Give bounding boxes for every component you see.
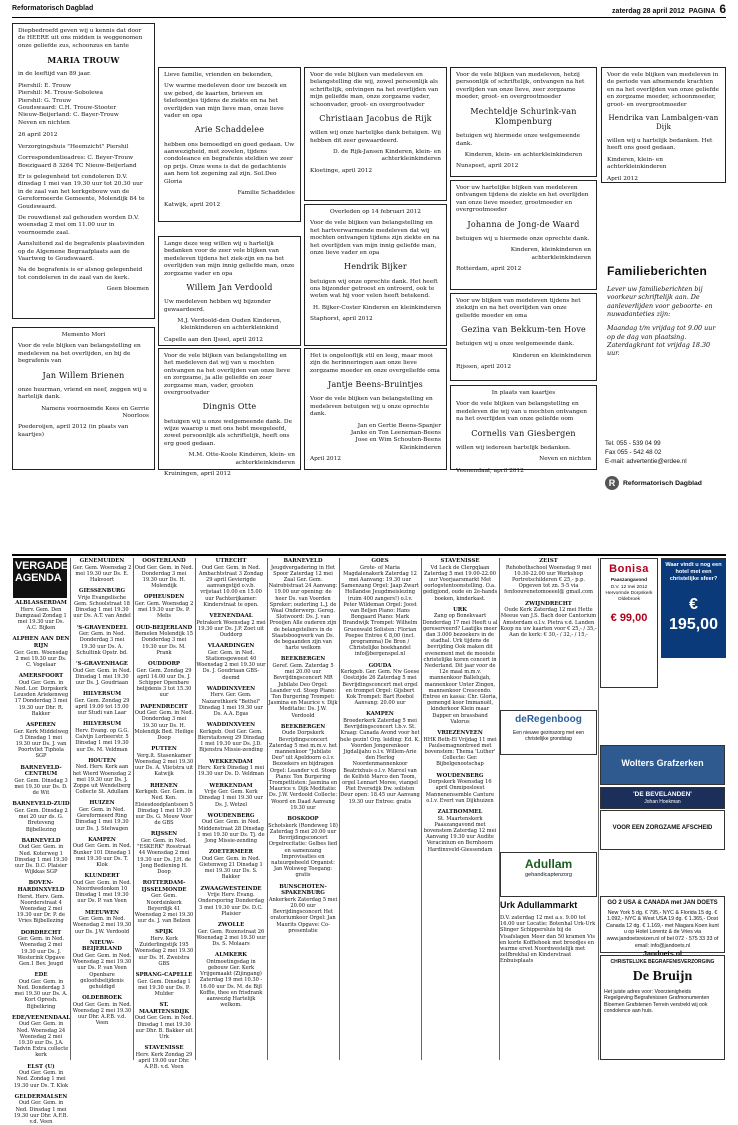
thanks-schurink: Voor de vele blijken van medeleven, hetzij persoonlijk of schriftelijk, ontvangen na het overlijden van onze lieve, zeer zorgzame moeder, groot- en overgrootmoeder Mechteldje Schurink-van Klompenburg betuigen wij hiermede onze welgemeende dank. Kinderen, klein- en achterkleinkinderen Nunspeet, april 2012 [450, 67, 597, 177]
thanks-van-giesbergen: In plaats van kaartjes Voor de vele blijken van belangstelling en medeleven die wij van u mochten ontvangen na het overlijden van onze geliefde oom Cornelis van Giesbergen willen wij iedereen hartelijk bedanken. Neven en nichten Veenendaal, april 2012 [450, 385, 597, 470]
agenda-entry [12, 600, 70, 631]
agenda-details: Ger. Gem. Woensdag 2 mei 19.30 uur Ds. P. Melis [134, 601, 194, 620]
agenda-entry [340, 711, 420, 804]
agenda-place: RIJSSEN [150, 831, 178, 838]
agenda-col-8 [500, 558, 597, 708]
agenda-place: AMERSFOORT [18, 673, 64, 680]
agenda-place: WOUDENBERG [436, 772, 484, 779]
agenda-entry [134, 929, 194, 967]
agenda-entry [72, 758, 132, 796]
agenda-place: BARNEVELD [283, 558, 323, 564]
agenda-entry [422, 773, 498, 804]
agenda-entry [72, 588, 132, 619]
agenda-details: Herv. Kerk Zondag 29 april 19.00 uur Dhr. A.P.B. v.d. Veen [135, 1051, 193, 1071]
agenda-place: OLDEBROEK [82, 995, 122, 1002]
agenda-details: Rehobothschool Woensdag 9 mei 10.30-22.00 uur Workshop Portretschilderen € 25,- p.p. Opgeven tot zn. 5-5 via fenfoouvenetomoeeel@ gmail.com [504, 564, 593, 596]
agenda-details: Ger. Gem. in Ned. Woensdag 2 mei 19.30 uur Ds. J. Westerink Opgave Gen.1 Bev. Jeugd [17, 936, 65, 968]
agenda-details: Oud Ger. Gem. in Ned. Donderdag 3 mei 19.30 uur Ds. H. Molendijk [134, 564, 194, 590]
contact-email[interactable]: E-mail: advertentie@erdee.nl [605, 457, 687, 465]
agenda-details: Ger. Gem. in Ned. Woensdag 2 mei 19.30 uur Ds. J.W. Verdoold [72, 916, 132, 935]
rd-logo: R Reformatorisch Dagblad [605, 476, 726, 490]
agenda-entry [196, 558, 266, 608]
agenda-place: ZWOLLE [217, 922, 245, 929]
agenda-entry [268, 558, 338, 651]
agenda-place: KAMPEN [88, 836, 116, 843]
agenda-entry [340, 663, 420, 707]
ad-bevelanden[interactable]: 'DE BEVELANDEN' Johan Hoekman [600, 787, 725, 809]
agenda-details: Oud Ger. Gem. in Ned. Donderdag 3 mei 19.30 uur Ds. A. Kort Opresh. Bijbelkring [14, 978, 68, 1010]
agenda-title: VERGADER- AGENDA [13, 558, 67, 598]
agenda-entry [72, 940, 132, 990]
agenda-details: Petrakerk Woensdag 2 mei 19.30 uur Ds. J.P. Zoet uit Ouddorp [196, 619, 266, 639]
agenda-place: EDE [34, 972, 48, 979]
agenda-entry [134, 661, 194, 699]
agenda-place: HILVERSUM [82, 721, 122, 728]
agenda-details: Herst. Herv. Gem. Noorderstraat 4 Woensdag 2 mei 19.30 uur Dr. P. de Vries Bijbellezing [17, 893, 65, 925]
thanks-bijker: Overleden op 14 februari 2012 Voor de vele blijken van belangstelling en het hartverwarmende medeleven dat wij mochten ontvangen tijdens zijn ziekte en na het overlijden van mijn innig geliefde man, onze lieve vader en opa Hendrik Bijker betuigen wij onze oprechte dank. Het heeft ons bijzonder getroost en ontroerd, ook te weten wat hij voor velen heeft betekend. H. Bijker-Coster Kinderen en kleinkinderen Staphorst, april 2012 [304, 204, 447, 346]
agenda-place: ZEIST [539, 558, 558, 564]
agenda-details: Kerkgeb. Ger. Gem. Nw Goese Oostzijde 26 Zaterdag 5 mei Bevrijdingsconcert met orgel en trompet Orgel: Gijsbert Kok Trompet: Bart Roebol Aanvang: 20.00 uur [340, 669, 420, 707]
agenda-place: 'S-GRAVENDEEL [76, 624, 128, 631]
agenda-place: OOSTERLAND [142, 558, 186, 564]
agenda-entry [196, 886, 266, 917]
agenda-details: Oude Dorpskerk Bevrijdingsconcert Zaterdag 5 mei m.m.v. het mannenkoor "Jubilate Deo" uit Apeldoorn o.l.v. Bezoekers en bijdragen Orgel: Leander v.d. Stoep Piano: Ton Burgering Trompettisten: Jasmina en Maurice v. Dijk Meditatie: Ds. J.W. Verdoold Collecte: Woord en Daad Aanvang 19.30 uur [268, 730, 338, 811]
agenda-place: ZOETERMEER [208, 849, 253, 856]
agenda-details: Ger. Gem. Dinsdag 1 mei 19.30 uur Ds. P. Mulder [137, 978, 191, 998]
agenda-details: Oud Ger. Gem. in Ned. Middenstraat 28 Dinsdag 1 mei 19.30 uur Ds. Tj. de Jong Missie-zending [197, 819, 265, 845]
agenda-entry [196, 952, 266, 1008]
agenda-entry [72, 873, 132, 904]
ad-go2usa[interactable]: GO 2 USA & CANADA met JAN DOETS New York 5 dg. € 795,- NYC & Florida 15 dg. € 1.092,- NYC & West USA 19 dg. € 1.365,- Oost Canada 12 dg. € 1.169,- met Niagara Koen kunt u op Hotel Lorentz & de Vries via www.jandoetsreizen.nl of bel 072 - 575 33 33 of email: info@jandoets.nl Jandoets.nl [600, 896, 725, 953]
agenda-details: Ontmoetingsdag in gebouw Ger. Kerk Vrijgemaakt (Zijingang) Zaterdag 19 mei 10.30 - 16.00 uur Ds. M. de Bijl Koffie, thee en frisdrank aanwezig Hartelijk welkom. [199, 958, 263, 1009]
agenda-place: WERKENDAM [209, 782, 253, 789]
agenda-place: SPIJK [155, 929, 173, 936]
agenda-details: Oud Ger. Gem. in Ned. Dinsdag 1 mei 19.30 uur Dhr. B. Bakker uit Urk [134, 1015, 194, 1041]
agenda-entry [500, 601, 597, 639]
agenda-entry [72, 558, 132, 583]
agenda-entry [72, 661, 132, 686]
agenda-entry [196, 722, 266, 753]
agenda-details: Grote- of Maria Magdalenakerk Zaterdag 12 mei Aanvang: 19.30 uur Samenzang Orgel: Jaap Zwart Hollandse Jeugdmeislezing (ruim 400 zangers!) o.l.v. Peter Wildeman Orgel: Joost van Beljen Piano: Hans Bongaard Piano: Mark Brandwijk Trompet: Wilhelm Gruenwald Solisten: Florian Poepse Entree € 8,00 (incl. programma) De Bron / Christelijke boekhandel info@bergenspel.nl [341, 564, 419, 658]
agenda-place: BUNSCHOTEN-SPAKENBURG [279, 883, 327, 897]
agenda-place: BARNEVELD-ZUID [12, 801, 70, 808]
agenda-details: Herv. Kerk Zuiderlingstijk 195 Woensdag 2 mei 19.30 uur Ds. H. Zweistra GBS [134, 936, 194, 967]
agenda-entry [12, 765, 70, 797]
agenda-place: STAVENISSE [144, 1045, 184, 1052]
agenda-place: STAVENISSE [440, 558, 480, 564]
agenda-entry [72, 910, 132, 935]
agenda-entry [72, 691, 132, 716]
agenda-details: Herv. Evang. op G.G. Calvijn Lorbeerstr. 5 Dinsdag 1 mei 19.30 uur Ds. M. Veldman [75, 728, 129, 753]
agenda-place: VLAARDINGEN [207, 643, 255, 650]
agenda-place: GOUDA [368, 662, 392, 669]
agenda-place: ST. MAARTENSDIJK [138, 1002, 190, 1015]
thanks-brienen: Memento Mori Voor de vele blijken van belangstelling en medeleven na het overlijden, en bij de begrafenis van Jan Willem Brienen onze huurman, vriend en neef, zeggen wij u hartelijk dank. Namens voornoemde Kees en Gerrie Noorloos Poederoijen, april 2012 (in plaats van kaartjes) [12, 327, 155, 470]
page-date: zaterdag 28 april 2012 PAGINA 6 [612, 2, 726, 16]
familieberichten-title: Familieberichten [607, 264, 708, 278]
agenda-place: VRIEZENVEEN [437, 730, 483, 737]
agenda-col-3 [134, 558, 194, 1071]
agenda-entry [134, 558, 194, 589]
agenda-details: Oud Ger. Gem. in Ned. Gietenweg 21 Dinsdag 1 mei 19.30 uur Ds. S. Bakker [199, 855, 263, 881]
family-member: Piershil: E. Trouw [18, 82, 71, 89]
agenda-col-4 [196, 558, 266, 1060]
ad-adullam[interactable]: Adullam gehandicaptenzorg [500, 852, 597, 897]
family-member: Jose en Wim Schouten-Beens [355, 437, 441, 444]
agenda-entry [422, 809, 498, 853]
agenda-details: Ger. Gem. Zondag 29 april 14.00 uur Ds. J. Schipper Openbare belijdenis 3 tot 15.30 uur [136, 667, 192, 699]
agenda-entry [72, 721, 132, 752]
agenda-details: Oud Ger. Gem. in Ned. Woensdag 2 mei 19.30 uur Ds. P. van Veen Openbare geloofsbelijdenis gehuldigd [72, 953, 132, 991]
agenda-entry [72, 625, 132, 656]
agenda-entry [268, 884, 338, 934]
agenda-details: Ned. Herv. Kerk aan het Wierd Woensdag 2 mei 19.30 uur Ds. J. Zoppe uit Wendelberg Collecte St. Adullam [72, 764, 132, 796]
page-header [12, 4, 726, 18]
agenda-entry [340, 558, 420, 658]
agenda-place: ALBLASSERDAM [15, 600, 67, 606]
agenda-place: UTRECHT [215, 558, 247, 564]
agenda-entry [12, 722, 70, 760]
agenda-details: Ger. Gem. Woensdag 2 mei 19.30 uur Ds. E. Hakvoort [72, 564, 132, 583]
agenda-entry [12, 1064, 70, 1089]
agenda-details: Dorpskerk Woensdag 16 april Onmiposloest Mannenensemble Canture o.l.v. Evert van Dijkhuizen [425, 779, 495, 804]
family-member: Janke en Ton Leeneman-Beens [350, 430, 441, 437]
agenda-entry [12, 838, 70, 876]
agenda-details: Vrije Evangelische Gem. Schoolstraat 18 Dinsdag 1 mei 19.30 uur Ds. A.T. van Andel [73, 594, 131, 620]
family-member: Neven en nichten [18, 119, 70, 126]
thanks-beens: Het is ongelooflijk stil en leeg, maar mooi zijn de herinneringen aan onze lieve zorgzame moeder en onze overgeliefde oma Jantje Beens-Bruintjes Voor de vele blijken van belangstelling en medeleven betuigen wij u onze oprechte dank. Jan en Gertie Beens-Spanjer Janke en Ton Leeneman-Beens Jose en Wim Schouten-Beens Kleinkinderen April 2012 [304, 348, 447, 470]
agenda-place: GOES [371, 558, 389, 564]
agenda-place: ZWAAGWESTEINDE [200, 885, 262, 892]
agenda-details: Ger. Kerk Middelweg 5 Dinsdag 1 mei 19.30 uur Ds. J. van Poortvliet Tiphola SGP [13, 728, 69, 760]
agenda-details: Ger. Gem. in Ned. Gereformeerd Ring Dinsdag 1 mei 19.30 uur Ds. J. Stelwagen [75, 807, 129, 832]
agenda-details: Ger. Gem. Woensdag 2 mei 19.30 uur Ds. C. Vogelaar [14, 649, 68, 668]
agenda-entry [196, 613, 266, 638]
agenda-details: HHK Beth-El Vrijdag 11 mei Paulsemagnontreed met bovenstem: Thema 'Luther' Collecte: Ger. Bijbelgenootschap [423, 736, 497, 768]
agenda-details: Jeugdvergadering in Het Spoor Zaterdag 12 mei Zaal Ger. Gem. Nairobistraat 24 Aanvang: 19.00 uur opening: de heer Ds. van Voorden Spreker: ouderling L.J. de Waal Onderwerp: Gereg. Slotwoord: Ds. J. van Prooijen Alle ouderen zijn de belangstellers in de Staatsboogwerk van Ds. de begaanden zijn van harte welkom [268, 564, 338, 652]
agenda-place: ELST (U) [27, 1063, 55, 1070]
agenda-place: ALPHEN AAN DEN RIJN [12, 636, 70, 649]
agenda-details: Kerkgeb. Oud Ger. Gem. Bierstaitsweg 29 Dinsdag 1 mei 19.30 uur Ds. J.D. Bijenstra Missie-zending [197, 728, 265, 754]
agenda-details: Herv. Ger. Gem. Nazarethkerk "Bethel" Dinsdag 1 mei 19.30 uur Ds. A.A. Egas [199, 692, 263, 718]
agenda-entry [196, 813, 266, 844]
agenda-details: Oud Ger. Gem. in Ned. Woensdag 24 Woensdag 2 mei 19.30 uur Ds. J.A. Tadvin Extra collecte kerk [13, 1021, 69, 1059]
agenda-col-2 [72, 558, 132, 1060]
agenda-place: GENEMUIDEN [79, 558, 125, 564]
agenda-details: Schotskerk (Rondeweg 18) Zaterdag 5 mei 20.00 uur Bevrijdingsconcert Orgelrecitatie: Gelbes lied en samenzang Improvisaties en natuurgebeeld Organist: Jan Wolsweg Toegang: gratis [268, 822, 338, 879]
ad-urk-adullammarkt: Urk Adullammarkt D.V. zaterdag 12 mei a.s. 9.00 tot 16.00 uur Locatie: Botenhal Urk-Urk Slinger Schippersluis bij de Visafslagen Meer dan 50 kramen Vis en korte Koffiehoek met broodjes en warme ervet Noordwestelijk met zelfbrekhal en Kinderstraat Enbuisplaats [500, 900, 596, 965]
agenda-place: GIESSENBURG [78, 588, 126, 595]
agenda-entry [422, 558, 498, 602]
agenda-entry [72, 837, 132, 868]
agenda-details: Verg.lt. Stasenkamer Woensdag 2 mei 19.30 uur Ds. A. Vlietstra uit Katwijk [134, 752, 194, 778]
agenda-details: Ger. Gem. Dinsdag 2 mei 20 uur ds. G. Breteveng Bijbellezing [14, 808, 68, 833]
agenda-place: HOUTEN [88, 757, 116, 764]
agenda-place: RHENEN [150, 782, 178, 789]
agenda-details: Ger. Gem. in Ned. Stationsgeweest 40 Woensdag 2 mei 19.30 uur Ds. J. Goudriaan GBS-deemd [196, 649, 266, 681]
agenda-place: ALMKERK [215, 952, 247, 959]
agenda-details: Broederkerk Zaterdag 5 mei Bevrijdingsconcert t.b.v. St. Kraag: Canada Avond voor het hele gezin! Org. leiding: Ed. K. Voorden Jongerenkoor Jigdalijahu o.l.v. Willem-Arie den Herlog Noordenmannenkoor Beatrixhuis o.l.v. Marcel van de Kelfstö Marco den Toom, orgel Lennart Moree, viangel Piet Eversdijk Dw. solisten Deur open: 18.45 uur Aanvang 19.30 uur Entree: gratis [340, 718, 420, 805]
ad-voor-een-zorgzame-afscheid[interactable]: VOOR EEN ZORGZAME AFSCHEID [600, 810, 725, 850]
contact-tel: Tel. 055 - 539 04 99 [605, 440, 661, 447]
agenda-details: Oud Ger. Gem. in Ned. Woensdag 2 mei 19.30 uur Dhr. A.P.B. v.d. Veen [72, 1001, 132, 1027]
agenda-col-5 [268, 558, 338, 1060]
agenda-place: WADDINXVEEN [206, 722, 256, 729]
agenda-entry [12, 1015, 70, 1059]
agenda-entry [268, 816, 338, 878]
section-divider [12, 554, 726, 556]
agenda-col-6 [340, 558, 420, 1060]
agenda-details: Vd Leck de Clergqlaan Zaterdag 5 mei 19.00-22.00 uur Voorjaarsmarkt Met oorlogstentoonstelling. O.a. gedigjond, oude en 2e-hands boeken, kinderkast. [422, 564, 498, 602]
agenda-place: BARNEVELD [21, 837, 61, 844]
agenda-entry [12, 1094, 70, 1125]
agenda-entry [268, 724, 338, 811]
agenda-place: 'S-GRAVENHAGE [75, 661, 129, 668]
agenda-details: Oude Kerk Zaterdag 12 mei Hette Meeue van J.S. Bach door Cantorium Amsterdam o.l.v. Pietra v.d. Landen Koop nu uw kaarten voor € 25,- / 35,- Aan de kerk: € 30,- / 32,- / 15,- [500, 607, 597, 639]
agenda-place: HUIZEN [89, 800, 115, 807]
agenda-place: HILVERSUM [82, 691, 122, 698]
agenda-details: Ger. Gem. Noordsinkerk Beyerdijk 41 Woensdag 2 mei 19.30 uur ds. J. van Belzen [134, 893, 194, 925]
agenda-place: ZALTBOMMEL [437, 809, 483, 816]
agenda-entry [196, 783, 266, 808]
agenda-details: Herv. Gem. Den Dampzaal Zondag 1 mei 19.30 uur Ds. A.C. Bijken [15, 606, 67, 632]
agenda-details: Ger. Gem. Rozenstraat 26 Woensdag 2 mei 19.30 uur Ds. S. Molaars [196, 928, 266, 948]
family-member: Kleinkinderen [399, 444, 441, 451]
agenda-place: SPRANG-CAPELLE [135, 972, 193, 979]
agenda-details: Oud Ger. Gem. in Ned. Dinsdag 1 mei 19.30 uur Dhr. A.F.B. v.d. Veen [13, 1100, 69, 1125]
thanks-schaddelee: Lieve familie, vrienden en bekenden, Uw warme medeleven door uw bezoek en uw gebed, de kaarten, brieven en telefoontjes tijdens de ziekte en na het overlijden van mijn lieve man, onze lieve vader en opa Arie Schaddelee hebben ons bemoedigd en goed gedaan. Uw aanwezigheid, met zovelen, tijdens condoleance en begrafenis steldien we zeer op prijs. Onze wens is dat de gedachtenis aan hem tot zegening zal zijn. Sol.Deo Gloria Familie Schaddelee Katwijk, april 2012 [158, 67, 301, 222]
familieberichten-box: Familieberichten Lever uw familieberichten bij voorkeur schriftelijk aan. De aanleverlijden voor geboorte- en nuwadanteties zijn: Maandag t/m vrijdag tot 9.00 uur op de dag van plaatsing. Zaterdagkrant tot vrijdag 18.30 uur. [601, 258, 726, 438]
agenda-place: OUDDORP [148, 661, 180, 668]
agenda-place: ASPEREN [26, 722, 56, 729]
ad-bonisa[interactable]: Bonisa Paaszangavond D.V. 12 mei 2012 Hervormde Dorpskerk Oldebroek € 99,00 [600, 558, 658, 688]
agenda-details: Ger. Gem. in Ned. Donderdag 3 mei 19.30 uur Ds. A. Schultink Opstr. bd. [76, 631, 128, 656]
agenda-details: Vrije Ger. Gem. Kerk Dinsdag 1 mei 19.30 uur Ds. J. Wetzel [199, 789, 263, 808]
agenda-entry [134, 972, 194, 997]
family-member: Goudswaard: C.H. Trouw-Stooter [18, 105, 117, 112]
agenda-details: Bemelen Molendijk 15 Donderdag 3 mei 19.30 uur Ds. M. Prank [134, 631, 193, 656]
thanks-van-lambalgen: Voor de vele blijken van medeleven in de periode van afnemende krachten en na het overlijden van onze geliefde en zorgzame moeder, schoonmoeder, groot- en overgrootmoeder Hendrika van Lambalgen-van Dijk willen wij u hartelijk bedanken. Het heeft ons goed gedaan. Kinderen, klein- en achterkleinkinderen April 2012 [601, 67, 726, 183]
agenda-place: BOSKOOP [287, 816, 319, 823]
agenda-place: BEEKBERGEN [280, 723, 326, 730]
agenda-details: Ger. Gem. Dinsdag 3 mei 19.30 uur Ds. D. de Wit [14, 777, 68, 797]
agenda-entry [422, 607, 498, 725]
agenda-entry [134, 1002, 194, 1040]
family-member: Nieuw-Beijerland: C. Bayer-Trouw [18, 112, 119, 119]
agenda-place: WOUDENBERG [207, 812, 255, 819]
agenda-col-7 [422, 558, 498, 1060]
contact-fax: Fax 055 - 542 48 02 [605, 448, 662, 456]
ad-hotel[interactable]: Waar vindt u nog een hotel met een christelijke sfeer? € 195,00 [661, 558, 726, 658]
agenda-entry [196, 643, 266, 681]
family-member: Jan en Gertie Beens-Spanjer [357, 422, 441, 429]
agenda-entry [134, 783, 194, 827]
agenda-details: Vrije Herv. Evang. Ondersporing Donderdag 3 mei 19.30 uur Ds. D.C. Plaisier [197, 892, 265, 917]
agenda-place: BOVEN-HARDINXVELD [17, 880, 65, 894]
agenda-place: GELDERMALSEN [14, 1093, 68, 1100]
paper-name: Reformatorisch Dagblad [12, 5, 94, 12]
agenda-details: Geref. Gem. Zaterdag 5 mei 20.00 uur Bevrijdingsconcert MR Jubilate Deo Orgel: Leander v.d. Stoep Piano: Ton Burgering Trompet: Jasmina en Maurice v. Dijk Meditatie: Ds. J.W. Verdoold [268, 663, 338, 719]
agenda-details: St. Maartenskerk Paaszangavond met bovenstem Zaterdag 12 mei Aanvang 19.30 uur Audite Veracinium en Bernhoorn Hardinxveld-Giessendam [423, 815, 497, 853]
agenda-place: PAPENDRECHT [140, 703, 188, 710]
agenda-entry [12, 673, 70, 717]
agenda-details: Oud Ger. Gem. in Ned. Dinsdag 1 mei 19.30 uur Ds. J. Goudriaan [72, 667, 132, 687]
agenda-entry [500, 558, 597, 596]
thanks-verdoold: Lange deze weg willen wij u hartelijk bedanken voor de zeer vele blijken van medeleven tijdens het ziek-zijn en na het overlijden van mijn innig geliefde man, onze zorgzame vader en opa Willem Jan Verdoold Uw medeleven hebben wij bijzonder gewaardeerd. M.J. Verdoold-den Ouden Kinderen, kleinkinderen en achterkleinkind Capelle aan den IJssel, april 2012 [158, 236, 301, 346]
agenda-entry [422, 730, 498, 768]
agenda-place: OUD-BEIJERLAND [135, 624, 193, 631]
agenda-entry [72, 995, 132, 1026]
agenda-place: OPHEUSDEN [143, 594, 185, 601]
agenda-place: PUTTEN [151, 746, 177, 753]
agenda-details: Herv. Kerk Dinsdag 1 mei 19.30 uur Ds. D. Veldman [197, 765, 265, 778]
deceased-name: MARIA TROUW [47, 55, 120, 66]
death-notice-maria-trouw: Diepbedroefd geven wij u kennis dat door de HEERE uit ons midden is weggenomen onze geliefde zus, schoonzus en tante MARIA TROUW in de leeftijd van 89 jaar. Piershil: E. Trouw Piershil: M. Trouw-Sobolewa Piershil: G. Trouw Goudswaard: C.H. Trouw-Stooter Nieuw-Beijerland: C. Bayer-Trouw Neven en nichten 26 april 2012 Verzorgingshuis "Heemzicht" Piershil Correspondentieadres: C. Beyer-Trouw Boezigaard 8 3264 TC Nieuw-Beijerland Er is gelegenheid tot condoleren D.V. dinsdag 1 mei van 19.30 uur tot 20.30 uur in de zaal van het kerkgebouw van de Gereformeerde Gemeente, Molendijk 84 te Goudswaard. De rouwdienst zal gehouden worden D.V. woensdag 2 mei om 11.00 uur in voornoemde zaal. Aansluitend zal de begrafenis plaatsvinden op de Algemene Begraafplaats aan de Vaartweg te Goudswaard. Na de begrafenis is er alsnog gelegenheid tot condoleren in de zaal van de kerk. Geen bloemen [12, 23, 155, 319]
agenda-place: WEKKENDAM [209, 758, 253, 765]
agenda-place: ZWIJNDRECHT [525, 600, 572, 607]
agenda-entry [196, 849, 266, 880]
agenda-place: NIEUW-BEIJERLAND [82, 939, 122, 953]
rd-logo-icon: R [605, 476, 619, 490]
agenda-details: Oud Ger. Gem. in Ned. Lor. Dorpskerk Leusden Ariekenweg 17 Donderdag 3 mei 19.30 uur Dhr. R. Bakker [13, 679, 69, 717]
agenda-place: WADDINXVEEN [206, 685, 256, 692]
agenda-place: BARNEVELD-CENTRUM [20, 764, 62, 778]
agenda-details: Ger. Gem. in Ned. "ESKERK" Rosstraat 44 Woensdag 2 mei 19.30 uur Ds. J.H. de Jong Bediening H. Doop [137, 838, 191, 876]
agenda-place: BEEKBERGEN [280, 656, 326, 663]
agenda-entry [12, 930, 70, 968]
thanks-de-jong: Voor uw hartelijke blijken van medeleven ontvangen tijdens de ziekte en het overlijden van onze lieve moeder, grootmoeder en overgrootmoeder Johanna de Jong-de Waard betuigen wij u hiermede onze oprechte dank. Kinderen, kleinkinderen en achterkleinkinderen Rotterdam, april 2012 [450, 180, 597, 290]
ad-wolters[interactable]: Wolters Grafzerken [600, 745, 725, 785]
agenda-place: KLUNDERT [84, 873, 120, 880]
thanks-de-rijk: Voor de vele blijken van medeleven en belangstelling die wij, zowel persoonlijk als schriftelijk, ontvingen na het overlijden van mijn geliefde man, onze zorgzame vader, schoonvader, groot- en overgrootvader Christiaan Jacobus de Rijk willen wij onze hartelijke dank betuigen. Wij hebben dit zeer gewaardeerd. D. de Rijk-Jansen Kinderen, klein- en achterkleinkinderen Kloetinge, april 2012 [304, 67, 447, 201]
agenda-entry [196, 759, 266, 778]
agenda-entry [12, 880, 70, 924]
agenda-entry [134, 625, 194, 656]
agenda-details: Oud Ger. Gem. in Ned. Ambachtstraat 3 Zondag 29 april Gevierigde aanvangstijd o.v.b. vrijstaat 10.00 en 15.00 uur Pachterijkamer: Kinderstraat te open. [198, 564, 264, 608]
agenda-details: Ankerkerk Zaterdag 5 mei 20.00 uur Bevrijdingsconcert Het oratoriumkoor Orgel: Jan Maurits Opgave: Co-presentatie [268, 896, 338, 934]
family-member: Piershil: G. Trouw [18, 97, 72, 104]
agenda-entry [196, 922, 266, 947]
agenda-place: KAMPEN [366, 711, 394, 718]
contact-box [601, 440, 726, 545]
agenda-place: URK [453, 606, 467, 613]
thanks-van-bekkum: Voor uw blijken van medeleven tijdens het ziekzijn en na het overlijden van onze geliefde moeder en oma Gezina van Bekkum-ten Hove betuigen wij u onze welgemeende dank. Kinderen en kleinkinderen Rijssen, april 2012 [450, 293, 597, 381]
agenda-entry [134, 831, 194, 875]
agenda-details: Ger. Gem. Zondag 29 april 19.00 tot 15.00 uur Studi van Laar [74, 697, 130, 717]
thanks-otte: Voor de vele blijken van belangstelling en het medeleven dat wij van u mochten ontvangen na het overlijden van onze lieve en zorgzame, ja alle geliefde en zeer zorgzame man, vader, grooten overgrootvader Dingnis Otte betuigen wij u onze welgemeende dank. De wijze waarop u met ons hebt meegeleefd, zowel persoonlijk als schriftelijk, heeft ons erg goed gedaan. M.M. Otte-Koole Kinderen, klein- en achterkleinkinderen Kruiningen, april 2012 [158, 348, 301, 470]
agenda-entry [134, 704, 194, 742]
agenda-place: EDE/VEENENDAAL [12, 1014, 71, 1021]
agenda-details: Zang op Bonekvaart Donderdag 17 mei Heeft u al gereserveerd? Laatijks meer dan 3.000 bezoekers in de stadhal. Urk tijdens de bevrijding Ook maken dit evenement met de mooiste christelijke koren concert in Nederland. Dit jaar voor de 12e maal m.m.v. mannenkoor Ballelujah, mannenkoor Unter Zingen, mannenkoor Crescendo. Entree en kassa: Chr. Gloria, gemengd koor Immanuël, kinderkoor Klein maar Dapper en brassband Valorus [422, 613, 498, 725]
agenda-details: Oud Ger. Gem. in Ned. Bunker 101 Dinsdag 1 mei 19.30 uur Ds. T. Klok [72, 843, 132, 869]
agenda-place: DORDRECHT [20, 929, 62, 936]
agenda-details: Oud Ger. Gem. in Ned. Zondag 1 mei 19.30 uur Ds. T. Klok [13, 1070, 69, 1089]
agenda-place: MEEUWEN [85, 909, 119, 916]
agenda-entry [12, 801, 70, 832]
agenda-details: Oud Ger. Gem. in Ned. Koterweg 1 Dinsdag 1 mei 19.30 uur Ds. D.C. Plaisier Wijkkas SGP [14, 844, 68, 876]
ad-de-bruijn[interactable]: CHRISTELIJKE BEGRAFENISVERZORGING De Bruijn Het juiste adres voor: Voorzienigheids Regelgeving Begrafenissen Grafmonumenten Bloemen Grafstenen Terrein verstrekt wij ook condolence aan huis. [600, 955, 725, 1060]
agenda-entry [268, 656, 338, 718]
family-member: Piershil: M. Trouw-Sobolewa [18, 90, 103, 97]
agenda-entry [12, 972, 70, 1010]
agenda-details: Kerkgeb. Ger. Gem. in Ned. Ken. Elsiesdoodplantsoen 5 Dinsdag 1 mei 19.30 uur Ds. G. Mouw Voor de GBS [135, 789, 193, 827]
agenda-entry [72, 800, 132, 831]
agenda-entry [196, 686, 266, 717]
agenda-details: Oud Ger. Gem. in Ned. Noordwedonken 10 Dinsdag 1 mei 19.30 uur Ds. P. van Veen [72, 879, 132, 905]
agenda-entry [134, 746, 194, 777]
ad-regenboog[interactable]: deRegenboog Een nieuwe gezinszorg met een christelijke grondslag [500, 710, 597, 755]
agenda-entry [134, 880, 194, 924]
agenda-entry [134, 594, 194, 619]
agenda-entry [134, 1045, 194, 1070]
agenda-place: VEENENDAAL [209, 613, 253, 620]
agenda-col-1 [12, 600, 71, 1125]
agenda-place: ROTTERDAM-IJSSELMONDE [141, 880, 187, 893]
agenda-entry [12, 636, 70, 668]
agenda-details: Oud Ger. Gem. in Ned. Donderdag 3 mei 19.30 uur Ds. H. Molendijk Bed. Heilige Doop [134, 710, 194, 742]
